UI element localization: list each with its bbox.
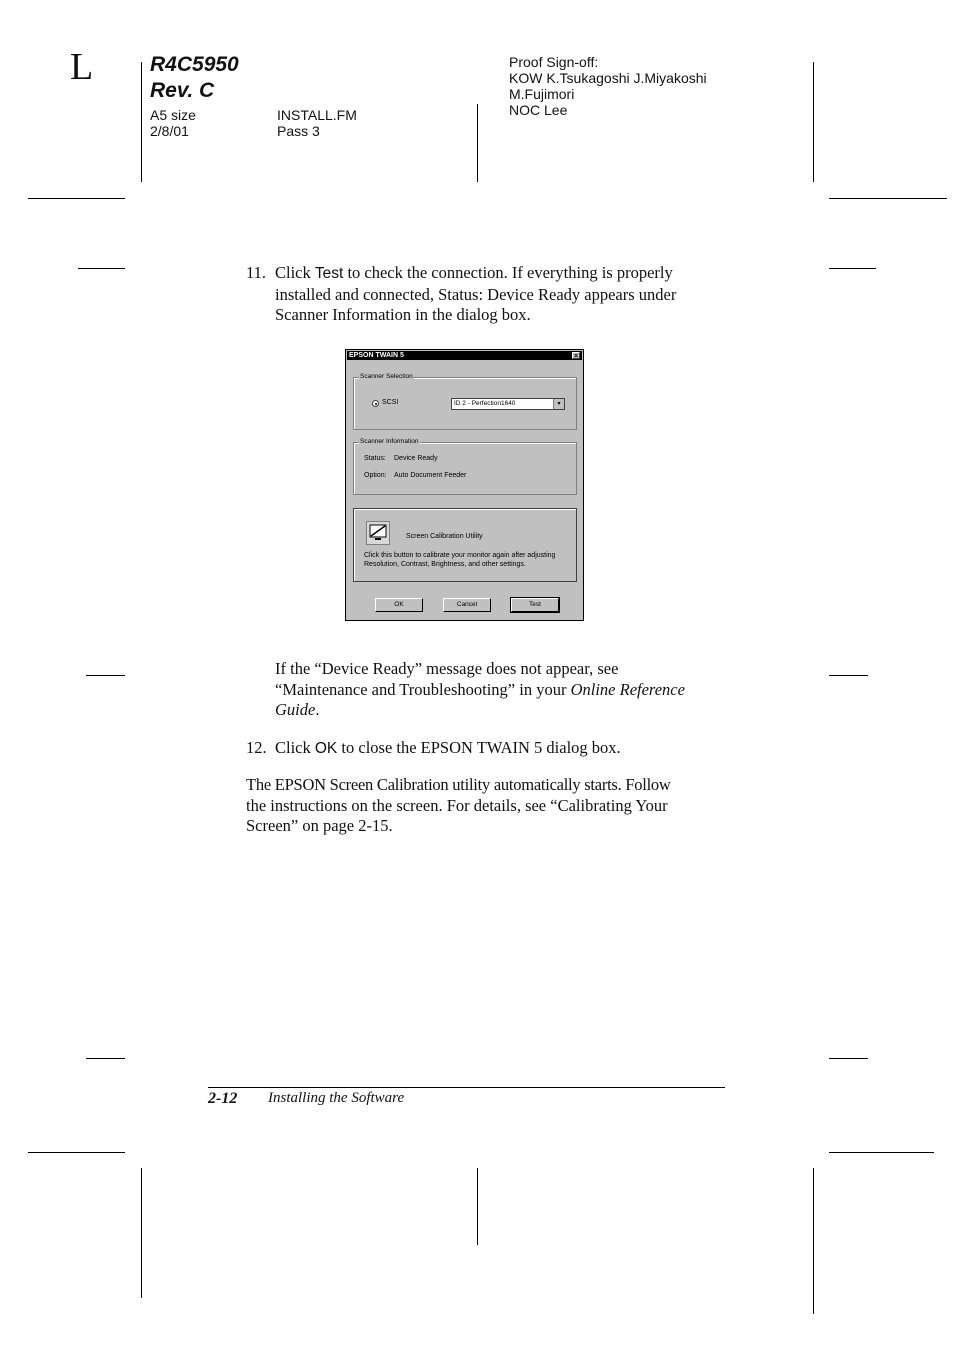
crop-mark bbox=[813, 1168, 814, 1314]
corner-letter: L bbox=[70, 46, 94, 88]
calibration-icon[interactable] bbox=[366, 521, 390, 545]
crop-mark bbox=[477, 104, 478, 182]
step-11-line: Scanner Information in the dialog box. bbox=[275, 305, 531, 324]
crop-mark bbox=[141, 1168, 142, 1298]
scanner-information-group bbox=[353, 438, 577, 495]
page-number: 2-12 bbox=[208, 1090, 238, 1107]
dialog-title: EPSON TWAIN 5 bbox=[349, 352, 404, 359]
scanner-information-label: Scanner Information bbox=[360, 438, 419, 445]
ok-button[interactable]: OK bbox=[375, 598, 423, 612]
footer-rule bbox=[208, 1087, 725, 1088]
reference-guide-title: Guide bbox=[275, 700, 316, 719]
scanner-select[interactable] bbox=[451, 398, 565, 410]
scanner-select-value: ID 2 - Perfection1640 bbox=[454, 400, 516, 407]
closing-line: The EPSON Screen Calibration utility automatically starts. Follow bbox=[246, 775, 671, 794]
note-line: If the “Device Ready” message does not appear, see bbox=[275, 659, 619, 678]
model-block bbox=[150, 52, 239, 104]
crop-mark bbox=[829, 1058, 868, 1059]
proof-line: NOC Lee bbox=[509, 102, 568, 118]
crop-mark bbox=[28, 198, 125, 199]
date-label: 2/8/01 bbox=[150, 123, 189, 139]
option-value: Auto Document Feeder bbox=[394, 472, 467, 479]
crop-mark bbox=[141, 62, 142, 182]
proof-line: KOW K.Tsukagoshi J.Miyakoshi bbox=[509, 70, 707, 86]
step-11-line: Click Test to check the connection. If everything is properly bbox=[275, 263, 673, 282]
crop-mark bbox=[78, 268, 125, 269]
proof-line: M.Fujimori bbox=[509, 86, 575, 102]
crop-mark bbox=[86, 1058, 125, 1059]
crop-mark bbox=[829, 675, 868, 676]
scsi-label: SCSI bbox=[382, 399, 399, 406]
device-ready-note bbox=[275, 659, 735, 721]
step-12-number: 12. bbox=[246, 738, 267, 757]
size-label: A5 size bbox=[150, 107, 196, 123]
test-ui-term: Test bbox=[314, 265, 344, 282]
epson-twain-dialog bbox=[345, 349, 584, 621]
file-label: INSTALL.FM bbox=[277, 107, 357, 123]
closing-paragraph bbox=[246, 775, 736, 837]
monitor-icon bbox=[367, 522, 389, 544]
scanner-selection-group bbox=[353, 373, 577, 430]
crop-mark bbox=[829, 1152, 934, 1153]
step-12-text: Click OK to close the EPSON TWAIN 5 dialog box. bbox=[275, 738, 621, 757]
ok-ui-term: OK bbox=[314, 740, 338, 757]
status-key: Status: bbox=[364, 455, 386, 462]
crop-mark bbox=[829, 268, 876, 269]
reference-guide-title: Online Reference bbox=[570, 679, 685, 699]
step-11-number: 11. bbox=[246, 263, 267, 282]
scsi-radio[interactable] bbox=[372, 400, 379, 407]
cancel-button[interactable]: Cancel bbox=[443, 598, 491, 612]
calibration-desc: Click this button to calibrate your monitor again after adjusting bbox=[364, 552, 556, 559]
close-icon[interactable]: × bbox=[573, 353, 579, 360]
note-line: “Maintenance and Troubleshooting” in your Online Reference bbox=[275, 679, 685, 699]
crop-mark bbox=[28, 1152, 125, 1153]
proof-signoff bbox=[509, 54, 707, 118]
status-value: Device Ready bbox=[394, 455, 438, 462]
chapter-title: Installing the Software bbox=[268, 1090, 405, 1106]
calibration-desc: Resolution, Contrast, Brightness, and other settings. bbox=[364, 561, 526, 568]
crop-mark bbox=[813, 62, 814, 182]
closing-line: the instructions on the screen. For details, see “Calibrating Your bbox=[246, 795, 668, 815]
scanner-selection-label: Scanner Selection bbox=[360, 373, 413, 380]
crop-mark bbox=[829, 198, 947, 199]
note-line: Guide. bbox=[275, 700, 320, 719]
step-11-line: installed and connected, Status: Device Ready appears under bbox=[275, 284, 677, 304]
dialog-titlebar bbox=[347, 351, 582, 360]
closing-line: Screen” on page 2-15. bbox=[246, 816, 393, 835]
crop-mark bbox=[86, 675, 125, 676]
calibration-group bbox=[353, 508, 577, 582]
calibration-title: Screen Calibration Utility bbox=[406, 533, 483, 540]
test-button[interactable]: Test bbox=[511, 598, 559, 612]
option-key: Option: bbox=[364, 472, 387, 479]
model-number: R4C5950 bbox=[150, 53, 239, 76]
pass-label: Pass 3 bbox=[277, 123, 320, 139]
chevron-down-icon: ▾ bbox=[553, 399, 564, 409]
proof-line: Proof Sign-off: bbox=[509, 54, 599, 70]
step-11-text bbox=[275, 263, 735, 326]
crop-mark bbox=[477, 1168, 478, 1245]
revision: Rev. C bbox=[150, 79, 215, 102]
